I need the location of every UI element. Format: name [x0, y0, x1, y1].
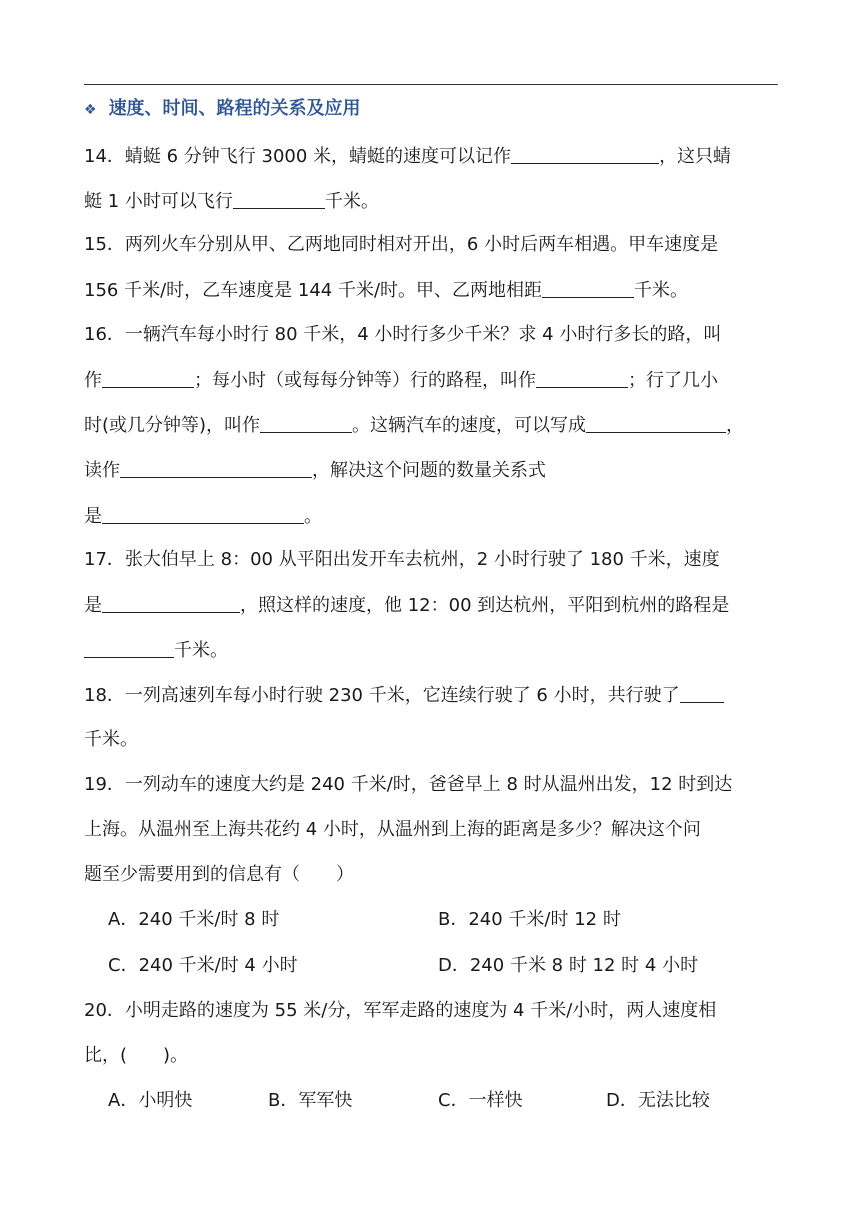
- question-16-line-5: 是 。: [84, 503, 322, 530]
- question-19-option-a[interactable]: A．240 千米/时 8 时: [108, 909, 280, 930]
- question-16-line-4: 读作 ，解决这个问题的数量关系式: [84, 457, 546, 484]
- answer-blank[interactable]: [120, 457, 312, 478]
- answer-blank[interactable]: [586, 412, 726, 433]
- question-20-line-1: 20．小明走路的速度为 55 米/分，军军走路的速度为 4 千米/小时，两人速度相: [84, 1000, 717, 1021]
- answer-blank[interactable]: [84, 637, 174, 658]
- question-16-line-2: 作 ；每小时（或每每分钟等）行的路程，叫作 ；行了几小: [84, 367, 718, 394]
- question-16-line-3: 时(或几分钟等)，叫作 。这辆汽车的速度，可以写成 ，: [84, 412, 744, 439]
- diamond-bullet-icon: ❖: [84, 102, 97, 118]
- question-19-line-3: 题至少需要用到的信息有（ ）: [84, 864, 354, 885]
- question-15-line-2: 156 千米/时，乙车速度是 144 千米/时。甲、乙两地相距 千米。: [84, 277, 688, 304]
- question-20-option-b[interactable]: B．军军快: [268, 1090, 353, 1111]
- question-14-line-2: 蜓 1 小时可以飞行 千米。: [84, 188, 379, 215]
- section-heading: [84, 96, 361, 123]
- question-19-line-1: 19．一列动车的速度大约是 240 千米/时，爸爸早上 8 时从温州出发，12 时到达: [84, 774, 733, 795]
- question-18-line-2: 千米。: [84, 729, 138, 750]
- question-19-option-b[interactable]: B．240 千米/时 12 时: [438, 909, 621, 930]
- answer-blank[interactable]: [260, 412, 352, 433]
- question-16-line-1: 16．一辆汽车每小时行 80 千米，4 小时行多少千米？求 4 小时行多长的路，叫: [84, 324, 722, 345]
- question-17-line-3: 千米。: [84, 637, 228, 664]
- answer-blank[interactable]: [511, 143, 659, 164]
- question-20-option-d[interactable]: D．无法比较: [606, 1090, 710, 1111]
- question-17-line-1: 17．张大伯早上 8：00 从平阳出发开车去杭州，2 小时行驶了 180 千米，速度: [84, 549, 720, 570]
- answer-blank[interactable]: [102, 503, 304, 524]
- question-18-line-1: 18．一列高速列车每小时行驶 230 千米，它连续行驶了 6 小时，共行驶了: [84, 682, 724, 709]
- question-17-line-2: 是 ，照这样的速度，他 12：00 到达杭州，平阳到杭州的路程是: [84, 592, 729, 619]
- question-20-option-c[interactable]: C．一样快: [438, 1090, 523, 1111]
- question-19-line-2: 上海。从温州至上海共花约 4 小时，从温州到上海的距离是多少？解决这个问: [84, 819, 701, 840]
- question-19-option-c[interactable]: C．240 千米/时 4 小时: [108, 955, 298, 976]
- section-title: 速度、时间、路程的关系及应用: [108, 98, 361, 119]
- answer-blank[interactable]: [542, 277, 634, 298]
- question-15-line-1: 15．两列火车分别从甲、乙两地同时相对开出，6 小时后两车相遇。甲车速度是: [84, 234, 719, 255]
- question-19-option-d[interactable]: D．240 千米 8 时 12 时 4 小时: [438, 955, 699, 976]
- question-14-line-1: 14．蜻蜓 6 分钟飞行 3000 米，蜻蜓的速度可以记作 ，这只蜻: [84, 143, 731, 170]
- answer-blank[interactable]: [233, 188, 325, 209]
- answer-blank[interactable]: [102, 592, 240, 613]
- answer-blank[interactable]: [102, 367, 194, 388]
- question-20-line-2: 比，( )。: [84, 1045, 189, 1066]
- answer-blank[interactable]: [536, 367, 628, 388]
- header-rule: [84, 84, 778, 85]
- answer-blank[interactable]: [680, 682, 724, 703]
- question-20-option-a[interactable]: A．小明快: [108, 1090, 193, 1111]
